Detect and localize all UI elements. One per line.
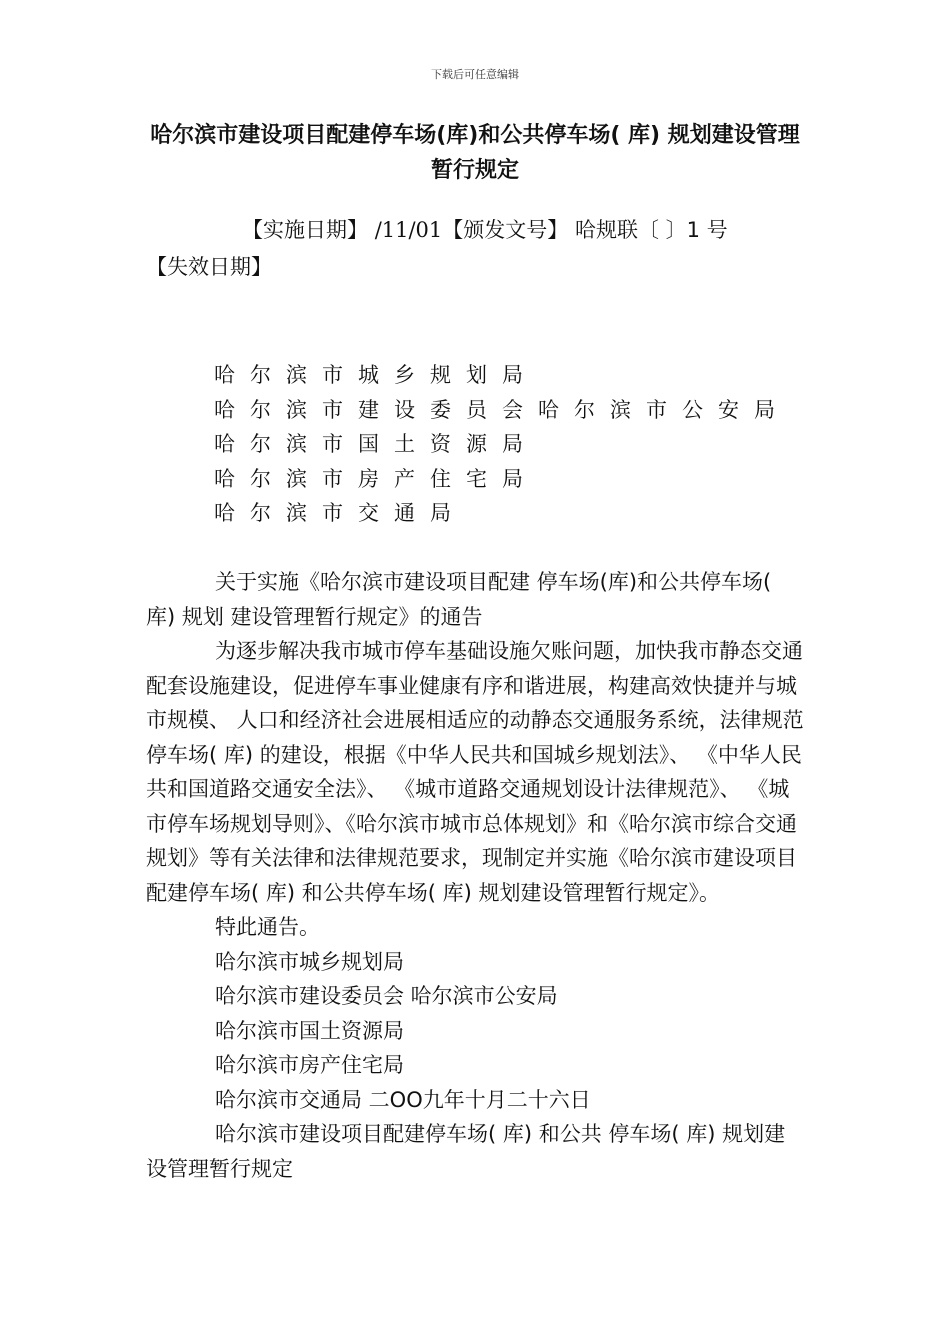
implement-date-label: 【实施日期】 xyxy=(242,218,368,242)
expire-date-label: 【失效日期】 xyxy=(146,255,272,279)
header-note: 下载后可任意编辑 xyxy=(431,68,519,81)
document-body xyxy=(146,565,806,1186)
signature-line: 哈尔滨市建设委员会 哈尔滨市公安局 xyxy=(215,984,558,1008)
agency-item: 哈尔滨市国土资源局 xyxy=(214,432,538,456)
rule-title: 哈尔滨市建设项目配建停车场( 库) 和公共 停车场( 库) 规划建设管理暂行规定 xyxy=(146,1122,786,1181)
signature-line: 哈尔滨市国土资源局 xyxy=(215,1018,404,1043)
doc-number-value: 哈规联〔 〕1 号 xyxy=(574,218,728,242)
agency-item: 哈尔滨市房产住宅局 xyxy=(214,466,538,491)
notice-closing: 特此通告。 xyxy=(215,915,320,939)
agency-item: 哈尔滨市交通局 xyxy=(214,501,466,525)
notice-title: 关于实施《哈尔滨市建设项目配建 停车场(库)和公共停车场( 库) 规划 建设管理暂行规定》的通告 xyxy=(146,570,772,629)
document-meta xyxy=(146,212,806,286)
agency-item: 哈尔滨市建设委员会哈尔滨市公安局 xyxy=(214,397,790,422)
signature-line: 哈尔滨市房产住宅局 xyxy=(215,1053,404,1077)
signature-line: 哈尔滨市城乡规划局 xyxy=(215,949,404,974)
issuing-agencies xyxy=(214,358,814,531)
doc-number-label: 【颁发文号】 xyxy=(442,218,569,242)
implement-date-value: /11/01 xyxy=(374,218,443,242)
meta-row xyxy=(146,212,806,249)
notice-paragraph: 为逐步解决我市城市停车基础设施欠账问题，加快我市静态交通配套设施建设，促进停车事业健康有序和谐进展，构建高效快捷并与城市规模、 人口和经济社会进展相适应的动静态交通服务系统，法律规范停车场( 库) 的建设，根据《中华人民共和国城乡规划法》、 《中华人民共和国道路交通安全法》、 《城市道路交通规划设计法律规范》、 《城市停车场规划导则》、《哈尔滨市城市总体规划》和《哈尔滨市综合交通规划》等有关法律和法律规范要求，现制定并实施《哈尔滨市建设项目配建停车场( 库) 和公共停车场( 库) 规划建设管理暂行规定》。 xyxy=(146,639,804,905)
document-title: 哈尔滨市建设项目配建停车场(库)和公共停车场( 库) 规划建设管理暂行规定 xyxy=(150,123,800,183)
agency-item: 哈尔滨市城乡规划局 xyxy=(214,363,538,387)
signature-line: 哈尔滨市交通局 二OO九年十月二十六日 xyxy=(215,1087,591,1112)
